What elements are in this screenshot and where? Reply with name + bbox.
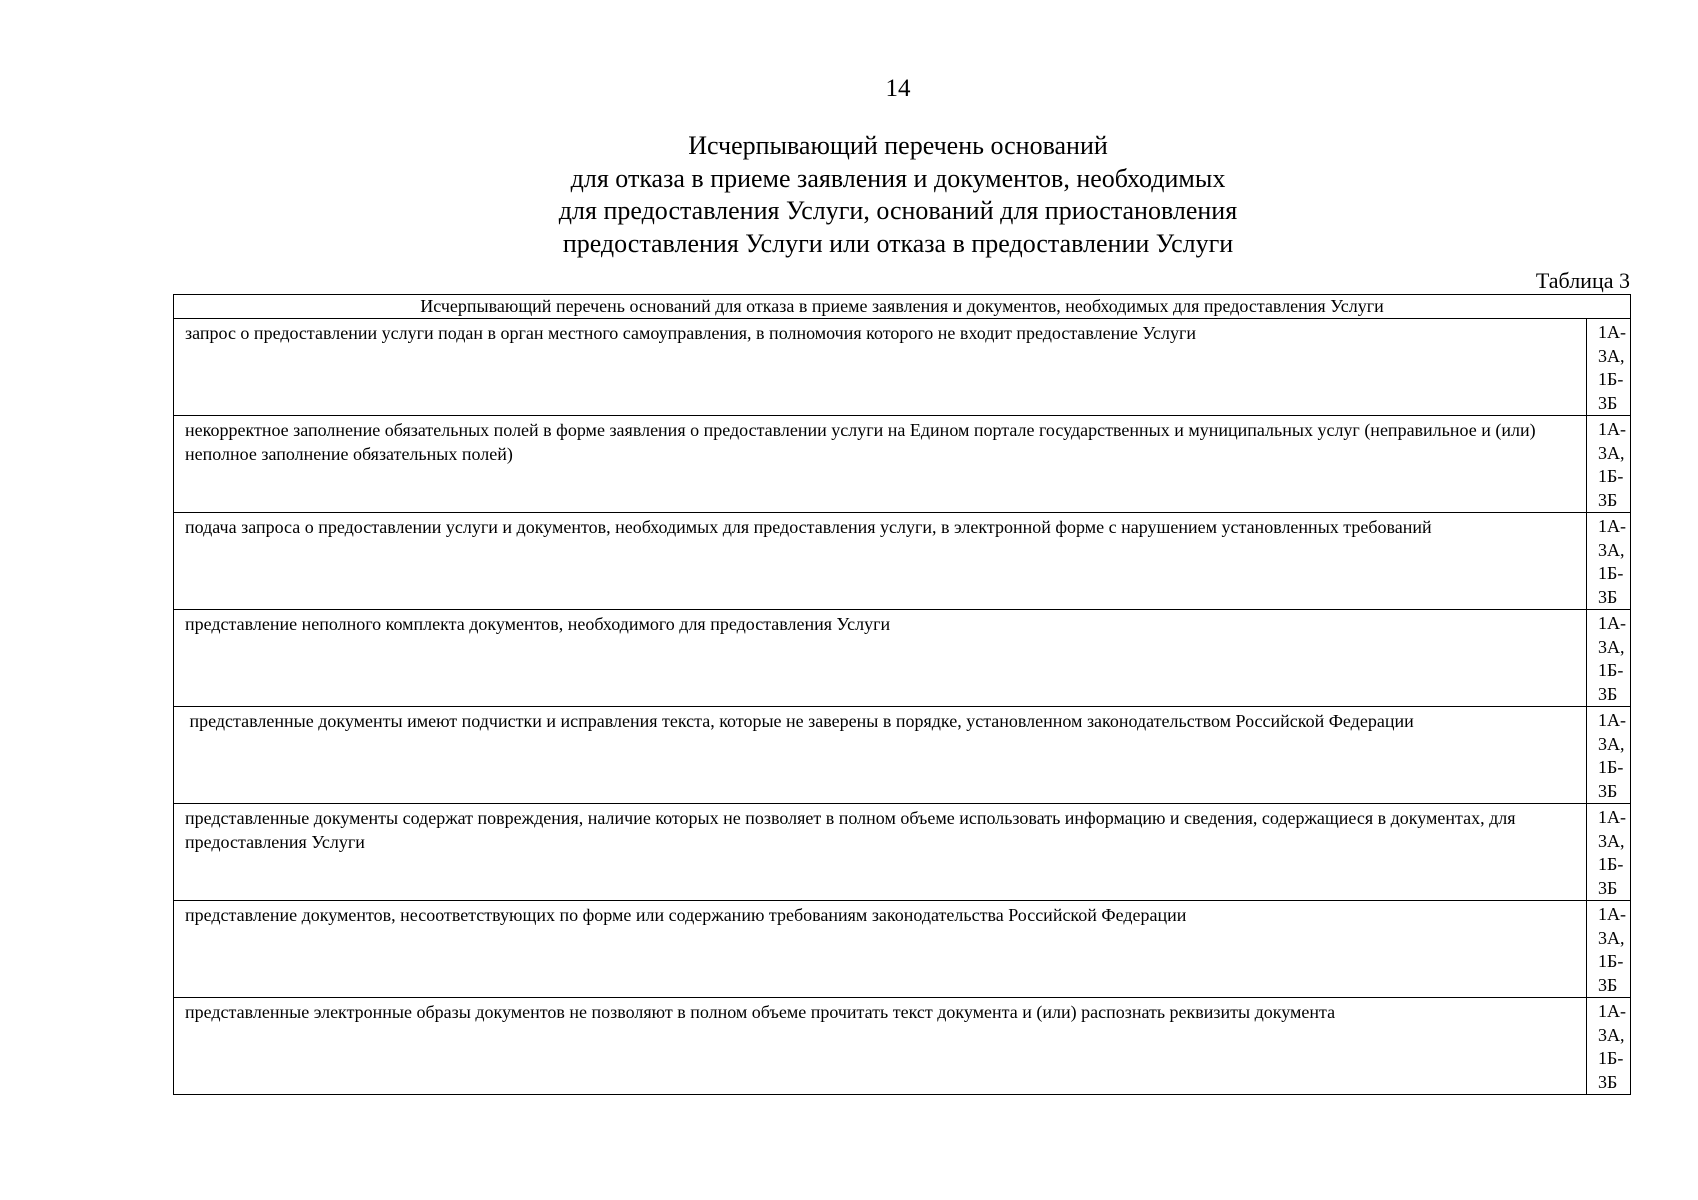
code-line: 3Б [1598,586,1618,607]
code-cell [1587,416,1631,513]
code-line: 3А, [1598,927,1625,948]
code-line: 3Б [1598,780,1618,801]
reason-cell: запрос о предоставлении услуги подан в орган местного самоуправления, в полномочия которого не входит предоставление Услуги [174,319,1587,416]
reason-cell: представление неполного комплекта документов, необходимого для предоставления Услуги [174,610,1587,707]
code-line: 3Б [1598,1071,1618,1092]
table-row [174,513,1631,610]
reason-cell: представленные документы содержат повреждения, наличие которых не позволяет в полном объеме использовать информацию и сведения, содержащиеся в документах, для предоставления Услуги [174,804,1587,901]
code-cell [1587,513,1631,610]
table-row [174,804,1631,901]
code-line: 1А- [1598,710,1626,730]
code-line: 3А, [1598,636,1625,657]
heading-line: предоставления Услуги или отказа в предоставлении Услуги [562,228,1234,258]
code-cell [1587,998,1631,1095]
code-line: 1Б- [1598,951,1624,971]
heading-line: Исчерпывающий перечень оснований [688,131,1108,160]
code-cell [1587,901,1631,998]
code-line: 1Б- [1598,660,1624,680]
reason-cell: представленные документы имеют подчистки и исправления текста, которые не заверены в порядке, установленном законодательством Российской Федерации [174,707,1587,804]
code-line: 3Б [1598,489,1618,510]
code-line: 1А- [1598,419,1626,439]
code-line: 3Б [1598,392,1618,413]
code-line: 3А, [1598,830,1625,851]
code-cell [1587,707,1631,804]
code-line: 3А, [1598,733,1625,754]
reason-cell: подача запроса о предоставлении услуги и документов, необходимых для предоставления услуги, в электронной форме с нарушением установленных требований [174,513,1587,610]
reason-cell: представление документов, несоответствующих по форме или содержанию требованиям законодательства Российской Федерации [174,901,1587,998]
table-row [174,901,1631,998]
heading-line: для отказа в приеме заявления и документов, необходимых [570,163,1226,193]
reason-cell: некорректное заполнение обязательных полей в форме заявления о предоставлении услуги на Едином портале государственных и муниципальных услуг (неправильное и (или) неполное заполнение обязательных полей) [174,416,1587,513]
code-line: 1А- [1598,322,1626,342]
code-cell [1587,610,1631,707]
code-line: 1Б- [1598,854,1624,874]
table-row [174,416,1631,513]
page-number: 14 [885,75,911,102]
table-header-row [174,295,1631,319]
heading-line: для предоставления Услуги, оснований для приостановления [558,196,1238,225]
code-cell [1587,804,1631,901]
code-line: 3А, [1598,1024,1625,1045]
table-row [174,998,1631,1095]
code-line: 1А- [1598,807,1626,827]
code-line: 1Б- [1598,563,1624,583]
table-row [174,319,1631,416]
code-line: 1Б- [1598,466,1624,486]
code-line: 1А- [1598,516,1626,536]
code-line: 3А, [1598,442,1625,463]
code-line: 3А, [1598,345,1625,366]
code-line: 1Б- [1598,757,1624,777]
code-line: 3А, [1598,539,1625,560]
code-line: 1Б- [1598,369,1624,389]
code-cell [1587,319,1631,416]
code-line: 1Б- [1598,1048,1624,1068]
code-line: 1А- [1598,1001,1626,1021]
code-line: 3Б [1598,683,1618,704]
table-row [174,610,1631,707]
table-row [174,707,1631,804]
table-caption: Таблица 3 [1535,268,1630,293]
code-line: 1А- [1598,613,1626,633]
code-line: 3Б [1598,877,1618,898]
table-header-cell: Исчерпывающий перечень оснований для отказа в приеме заявления и документов, необходимых для предоставления Услуги [174,295,1631,319]
code-line: 1А- [1598,904,1626,924]
refusal-grounds-table [173,294,1631,1095]
code-line: 3Б [1598,974,1618,995]
reason-cell: представленные электронные образы документов не позволяют в полном объеме прочитать текст документа и (или) распознать реквизиты документа [174,998,1587,1095]
document-heading [0,130,1698,260]
